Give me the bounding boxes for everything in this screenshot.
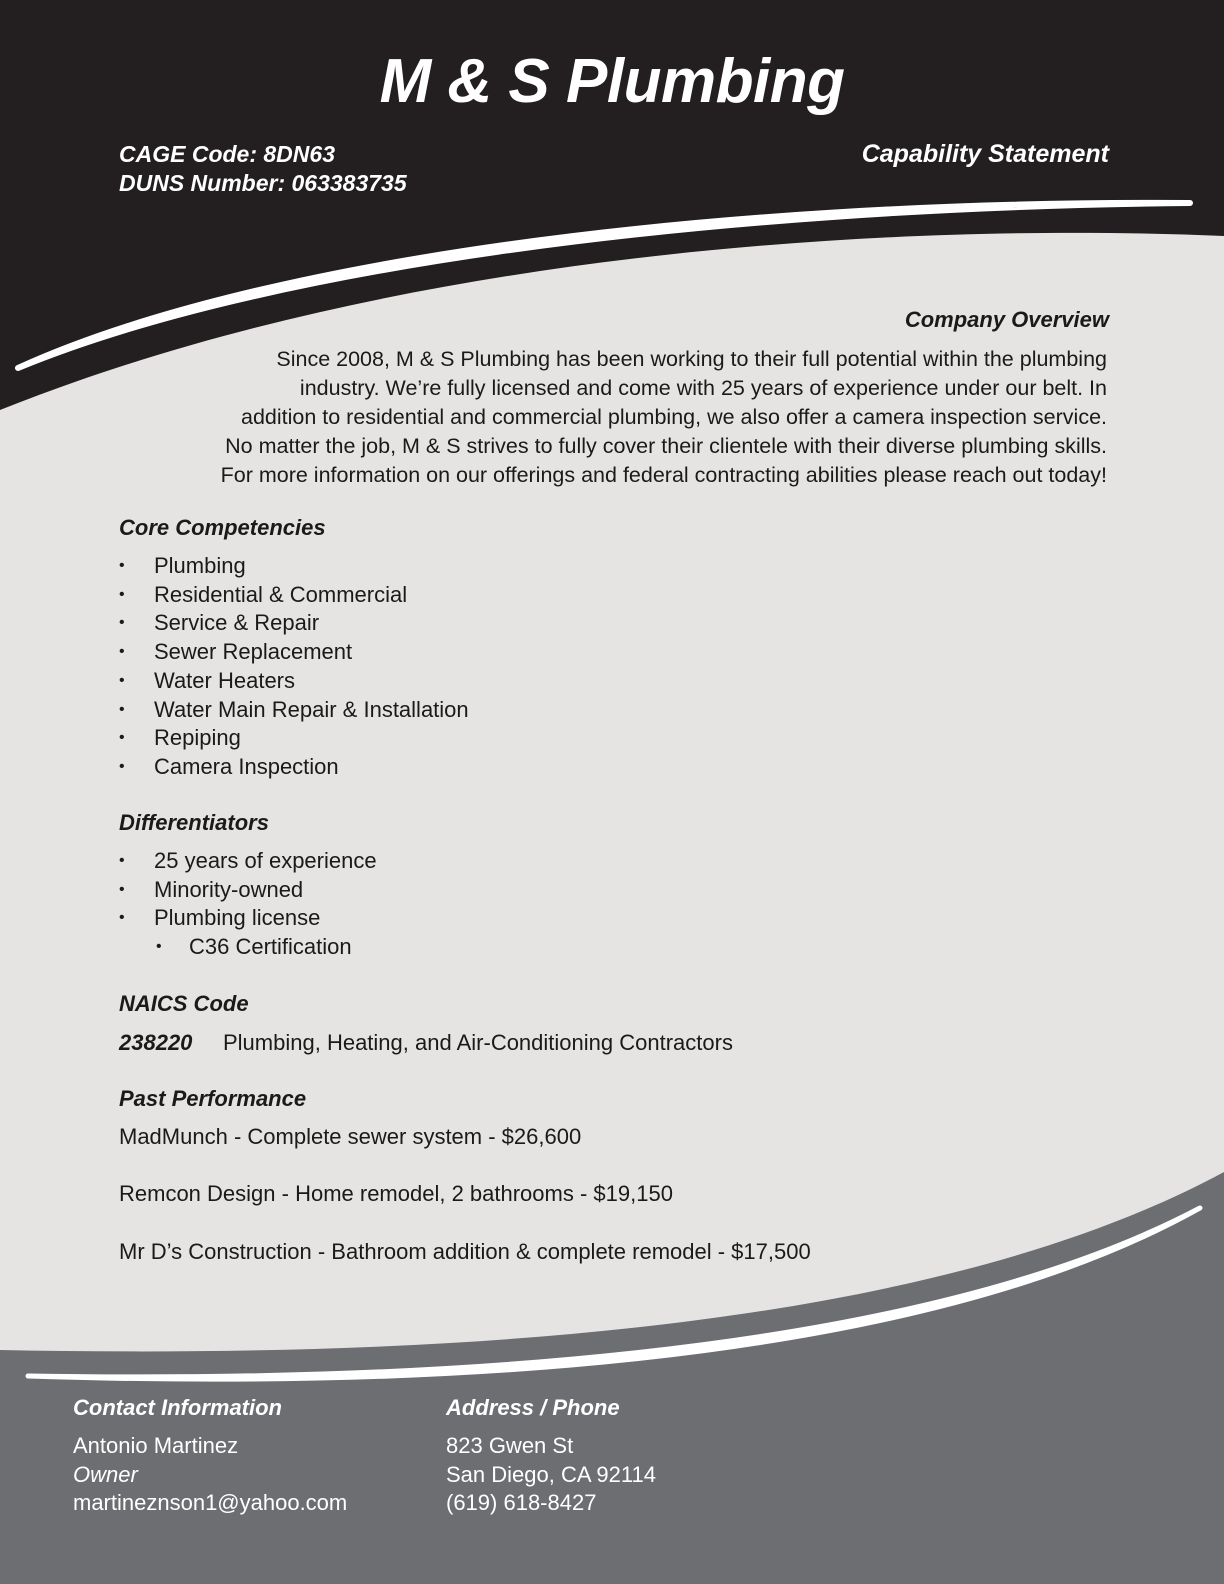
list-item: • Residential & Commercial: [119, 581, 469, 610]
contact-heading: Contact Information: [73, 1395, 282, 1420]
list-item: • Water Main Repair & Installation: [119, 696, 469, 725]
overview-line: No matter the job, M & S strives to fully cover their clientele with their diverse plumbing skills.: [225, 434, 1107, 458]
address-details: [446, 1432, 656, 1518]
list-item: • Plumbing license: [119, 904, 377, 933]
list-item: • Water Heaters: [119, 667, 469, 696]
address-phone[interactable]: (619) 618-8427: [446, 1490, 597, 1515]
overview-line: Since 2008, M & S Plumbing has been working to their full potential within the plumbing: [276, 347, 1107, 371]
contact-details: [73, 1432, 347, 1518]
past-performance-heading: Past Performance: [119, 1086, 307, 1111]
naics-code: 238220: [119, 1030, 193, 1055]
list-item: • Minority-owned: [119, 876, 377, 905]
naics-description: Plumbing, Heating, and Air-Conditioning Contractors: [223, 1030, 733, 1055]
contact-email[interactable]: martineznson1@yahoo.com: [73, 1490, 348, 1515]
list-item: • Service & Repair: [119, 609, 469, 638]
overview-heading: Company Overview: [904, 307, 1109, 332]
address-city: San Diego, CA 92114: [446, 1461, 656, 1487]
performance-item: Mr D’s Construction - Bathroom addition & complete remodel - $17,500: [119, 1239, 811, 1264]
list-item: • Plumbing: [119, 552, 469, 581]
performance-item: MadMunch - Complete sewer system - $26,600: [119, 1124, 582, 1149]
list-item: • Repiping: [119, 724, 469, 753]
registration-info: [119, 140, 407, 198]
list-item: • Camera Inspection: [119, 753, 469, 782]
overview-line: industry. We’re fully licensed and come with 25 years of experience under our belt. In: [299, 376, 1107, 400]
address-street: 823 Gwen St: [446, 1433, 574, 1458]
differentiators-list: [119, 847, 377, 962]
overview-line: For more information on our offerings and federal contracting abilities please reach out today!: [220, 463, 1107, 487]
list-item: • Sewer Replacement: [119, 638, 469, 667]
list-item: • 25 years of experience: [119, 847, 377, 876]
address-heading: Address / Phone: [446, 1395, 620, 1420]
performance-item: Remcon Design - Home remodel, 2 bathrooms - $19,150: [119, 1181, 673, 1206]
document-type: Capability Statement: [861, 140, 1109, 168]
duns-number: DUNS Number: 063383735: [119, 170, 407, 196]
competencies-list: [119, 552, 469, 782]
overview-line: addition to residential and commercial plumbing, we also offer a camera inspection service.: [240, 405, 1107, 429]
contact-name: Antonio Martinez: [73, 1433, 239, 1458]
contact-title: Owner: [73, 1461, 138, 1487]
sub-list-item: • C36 Certification: [119, 933, 377, 962]
naics-heading: NAICS Code: [119, 991, 249, 1016]
competencies-heading: Core Competencies: [119, 515, 326, 540]
cage-code: CAGE Code: 8DN63: [119, 141, 335, 167]
overview-text: [110, 345, 1107, 490]
company-name: M & S Plumbing: [379, 47, 845, 116]
differentiators-heading: Differentiators: [119, 810, 269, 835]
